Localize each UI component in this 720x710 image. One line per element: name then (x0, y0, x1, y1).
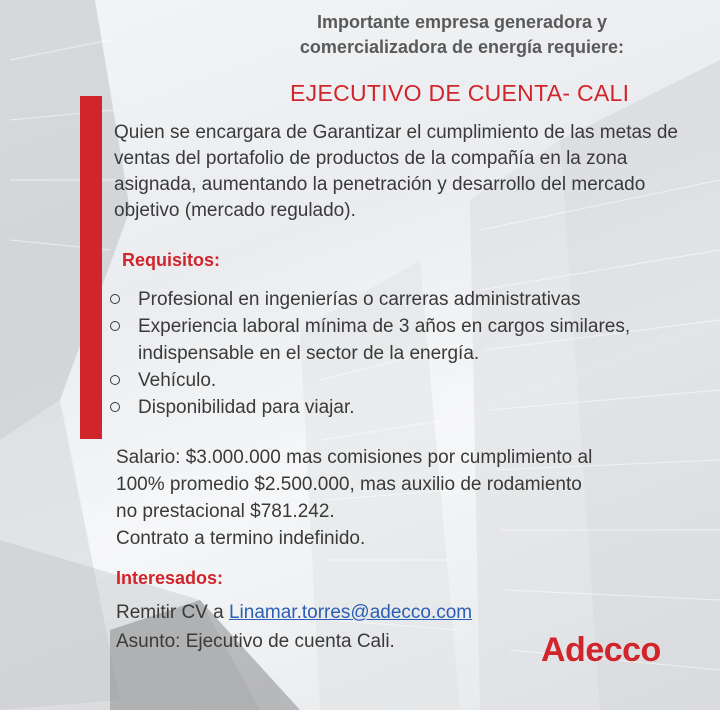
circle-bullet-icon (110, 402, 120, 412)
requirements-list (110, 286, 700, 421)
circle-bullet-icon (110, 321, 120, 331)
requirement-item: Disponibilidad para viajar. (110, 394, 700, 421)
header-text (252, 10, 672, 60)
requirement-item: Experiencia laboral mínima de 3 años en cargos similares, indispensable en el sector de la energía. (110, 313, 700, 367)
circle-bullet-icon (110, 294, 120, 304)
salary-line: no prestacional $781.242. (116, 501, 335, 522)
send-cv-label: Remitir CV a (116, 602, 229, 623)
circle-bullet-icon (110, 375, 120, 385)
requirement-item: Vehículo. (110, 367, 700, 394)
send-cv-line (116, 598, 472, 627)
salary-line: Salario: $3.000.000 mas comisiones por cumplimiento al (116, 447, 593, 468)
job-description: Quien se encargara de Garantizar el cumplimiento de las metas de ventas del portafolio de productos de la compañía en la zona asignada, aumentando la penetración y desarrollo del mercado objetivo (mercado regulado). (114, 122, 678, 221)
requirement-item: Profesional en ingenierías o carreras administrativas (110, 286, 700, 313)
interested-heading: Interesados: (116, 568, 224, 588)
adecco-logo: Adecco (541, 631, 661, 669)
header-line-2: comercializadora de energía requiere: (299, 37, 625, 57)
contact-info (116, 598, 472, 656)
header-line-1: Importante empresa generadora y (316, 12, 608, 32)
accent-bar (80, 96, 102, 439)
subject-line: Asunto: Ejecutivo de cuenta Cali. (116, 631, 395, 652)
requirements-heading: Requisitos: (122, 250, 221, 270)
contract-type: Contrato a termino indefinido. (116, 528, 366, 549)
email-link[interactable]: Linamar.torres@adecco.com (228, 602, 473, 623)
salary-info (116, 444, 706, 552)
salary-line: 100% promedio $2.500.000, mas auxilio de rodamiento (116, 474, 582, 495)
job-title: EJECUTIVO DE CUENTA- CALI (290, 80, 630, 106)
